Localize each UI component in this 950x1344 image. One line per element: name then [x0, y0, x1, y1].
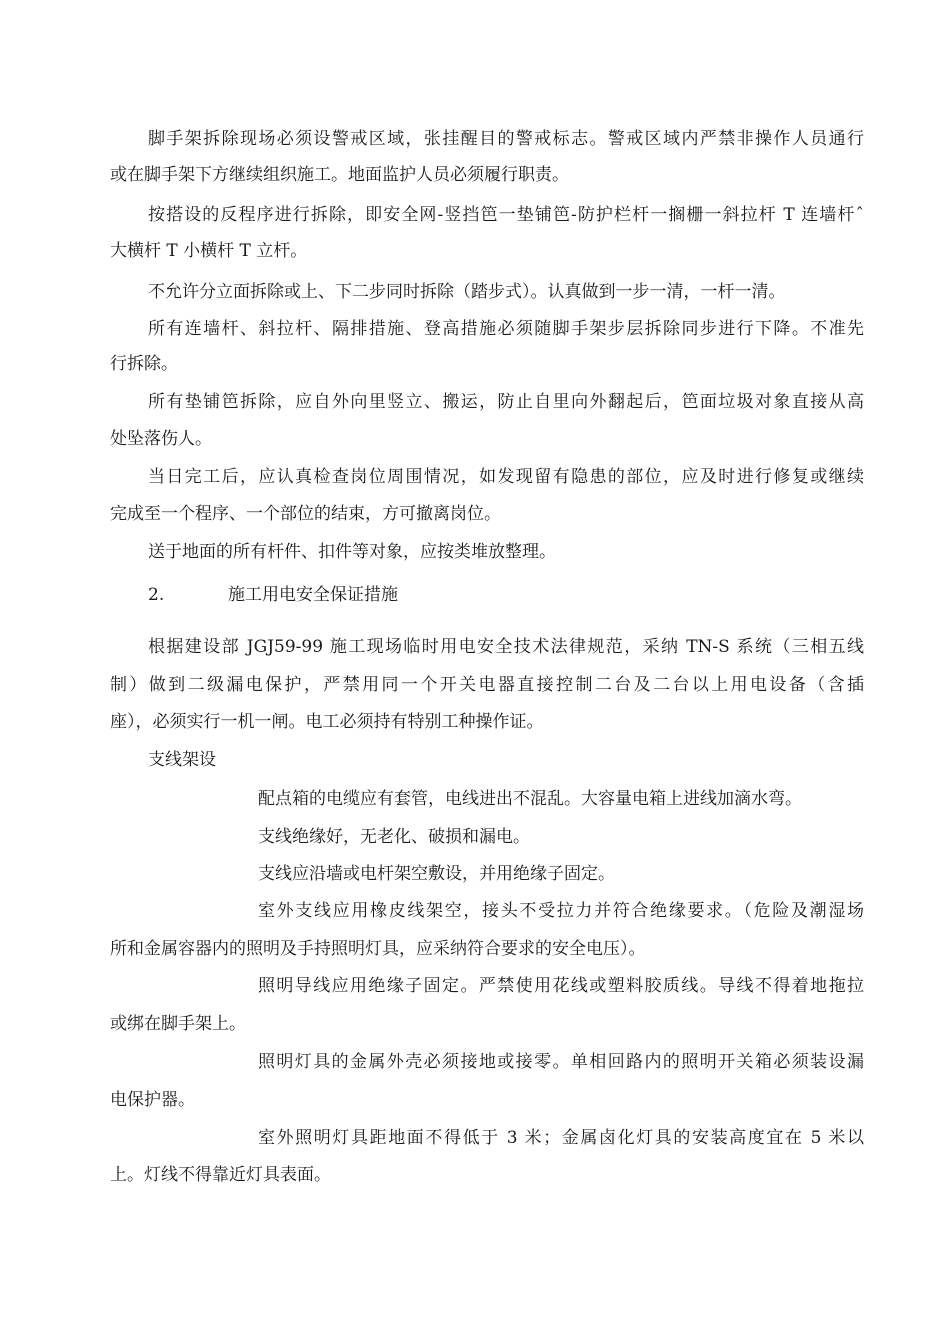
paragraph-line: 所有垫铺笆拆除，应自外向里竖立、搬运，防止自里向外翻起后，笆面垃圾对象直接从高: [148, 392, 864, 412]
paragraph-line: 制）做到二级漏电保护，严禁用同一个开关电器直接控制二台及二台以上用电设备（含插: [110, 675, 864, 695]
section-title: 施工用电安全保证措施: [228, 585, 398, 605]
paragraph-line: 不允许分立面拆除或上、下二步同时拆除（踏步式）。认真做到一步一清，一杆一清。: [148, 282, 786, 302]
item-line: 室外照明灯具距地面不得低于 3 米；金属卤化灯具的安装高度宜在 5 米以: [258, 1128, 864, 1148]
paragraph-line: 所有连墙杆、斜拉杆、隔排措施、登高措施必须随脚手架步层拆除同步进行下降。不准先: [148, 319, 864, 339]
paragraph-line: 脚手架拆除现场必须设警戒区域，张挂醒目的警戒标志。警戒区域内严禁非操作人员通行: [148, 129, 864, 149]
paragraph-line: 完成至一个程序、一个部位的结束，方可撤离岗位。: [110, 504, 501, 524]
item-line: 或绑在脚手架上。: [110, 1014, 246, 1034]
paragraph-line: 当日完工后，应认真检查岗位周围情况，如发现留有隐患的部位，应及时进行修复或继续: [148, 467, 864, 487]
paragraph-line: 大横杆 T 小横杆 T 立杆。: [110, 241, 308, 261]
paragraph-line: 处坠落伤人。: [110, 429, 212, 449]
paragraph-line: 按搭设的反程序进行拆除，即安全网-竖挡笆一垫铺笆-防护栏杆一搁栅一斜拉杆 T 连墙杆ˆ: [148, 205, 864, 225]
item-line: 支线绝缘好，无老化、破损和漏电。: [258, 827, 530, 847]
section-number: 2.: [148, 585, 165, 605]
subheading: 支线架设: [148, 750, 216, 770]
paragraph-line: 或在脚手架下方继续组织施工。地面监护人员必须履行职责。: [110, 165, 569, 185]
paragraph-line: 根据建设部 JGJ59-99 施工现场临时用电安全技术法律规范，采纳 TN-S 系统（三相五线: [148, 637, 864, 657]
paragraph-line: 座），必须实行一机一闸。电工必须持有特别工种操作证。: [110, 712, 544, 732]
item-line: 照明导线应用绝缘子固定。严禁使用花线或塑料胶质线。导线不得着地拖拉: [258, 976, 864, 996]
item-line: 配点箱的电缆应有套管，电线进出不混乱。大容量电箱上进线加滴水弯。: [258, 789, 802, 809]
item-line: 室外支线应用橡皮线架空，接头不受拉力并符合绝缘要求。（危险及潮湿场: [258, 901, 864, 921]
paragraph-line: 送于地面的所有杆件、扣件等对象，应按类堆放整理。: [148, 542, 556, 562]
item-line: 电保护器。: [110, 1090, 195, 1110]
item-line: 支线应沿墙或电杆架空敷设，并用绝缘子固定。: [258, 864, 615, 884]
item-line: 上。灯线不得靠近灯具表面。: [110, 1165, 331, 1185]
item-line: 照明灯具的金属外壳必须接地或接零。单相回路内的照明开关箱必须装设漏: [258, 1052, 864, 1072]
item-line: 所和金属容器内的照明及手持照明灯具，应采纳符合要求的安全电压）。: [110, 939, 646, 959]
paragraph-line: 行拆除。: [110, 354, 178, 374]
